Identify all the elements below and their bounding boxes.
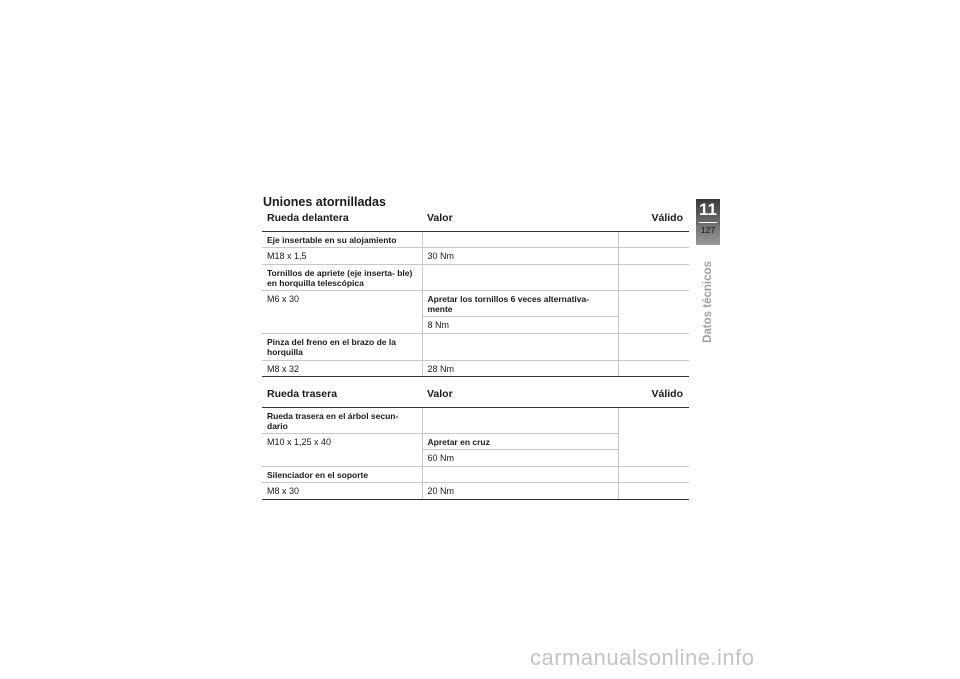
row-label: Tornillos de apriete (eje inserta- ble) en horquilla telescópica (262, 264, 422, 290)
torque-value: 20 Nm (422, 483, 618, 500)
tightening-step: Apretar los tornillos 6 veces alternativa- mente (422, 290, 618, 316)
row-label: Eje insertable en su alojamiento (262, 231, 422, 247)
header-col2: Valor (422, 377, 618, 408)
table-row (262, 264, 689, 290)
thread-size: M8 x 32 (262, 360, 422, 377)
header-col2: Valor (422, 208, 618, 231)
table-row (262, 360, 689, 377)
chapter-tab (696, 199, 720, 245)
watermark: carmanualsonline.info (530, 645, 755, 670)
header-col1: Rueda trasera (262, 377, 422, 408)
thread-size: M10 x 1,25 x 40 (262, 434, 422, 467)
thread-size: M6 x 30 (262, 290, 422, 333)
row-label: Pinza del freno en el brazo de la horquilla (262, 334, 422, 360)
chapter-sidebar (696, 199, 720, 343)
torque-table (262, 208, 689, 500)
thread-size: M8 x 30 (262, 483, 422, 500)
header-col1: Rueda delantera (262, 208, 422, 231)
section-title: Datos técnicos (702, 261, 714, 343)
row-label: Rueda trasera en el árbol secun- dario (262, 407, 422, 433)
torque-value: 60 Nm (422, 450, 618, 467)
row-label: Silenciador en el soporte (262, 467, 422, 483)
tightening-step: Apretar en cruz (422, 434, 618, 450)
table-row (262, 407, 689, 433)
table-row (262, 247, 689, 264)
header-col3: Válido (618, 208, 689, 231)
thread-size: M18 x 1,5 (262, 247, 422, 264)
table-row (262, 231, 689, 247)
chapter-number: 11 (699, 200, 717, 219)
table-row (262, 290, 689, 316)
table-header-rear (262, 377, 689, 408)
section-heading: Uniones atornilladas (263, 195, 386, 209)
table-row (262, 483, 689, 500)
table-header-front (262, 208, 689, 231)
table-row (262, 467, 689, 483)
torque-value: 30 Nm (422, 247, 618, 264)
header-col3: Válido (618, 377, 689, 408)
tab-divider (699, 222, 717, 223)
table-row (262, 334, 689, 360)
page-number: 127 (700, 225, 716, 235)
torque-value: 8 Nm (422, 317, 618, 334)
torque-value: 28 Nm (422, 360, 618, 377)
